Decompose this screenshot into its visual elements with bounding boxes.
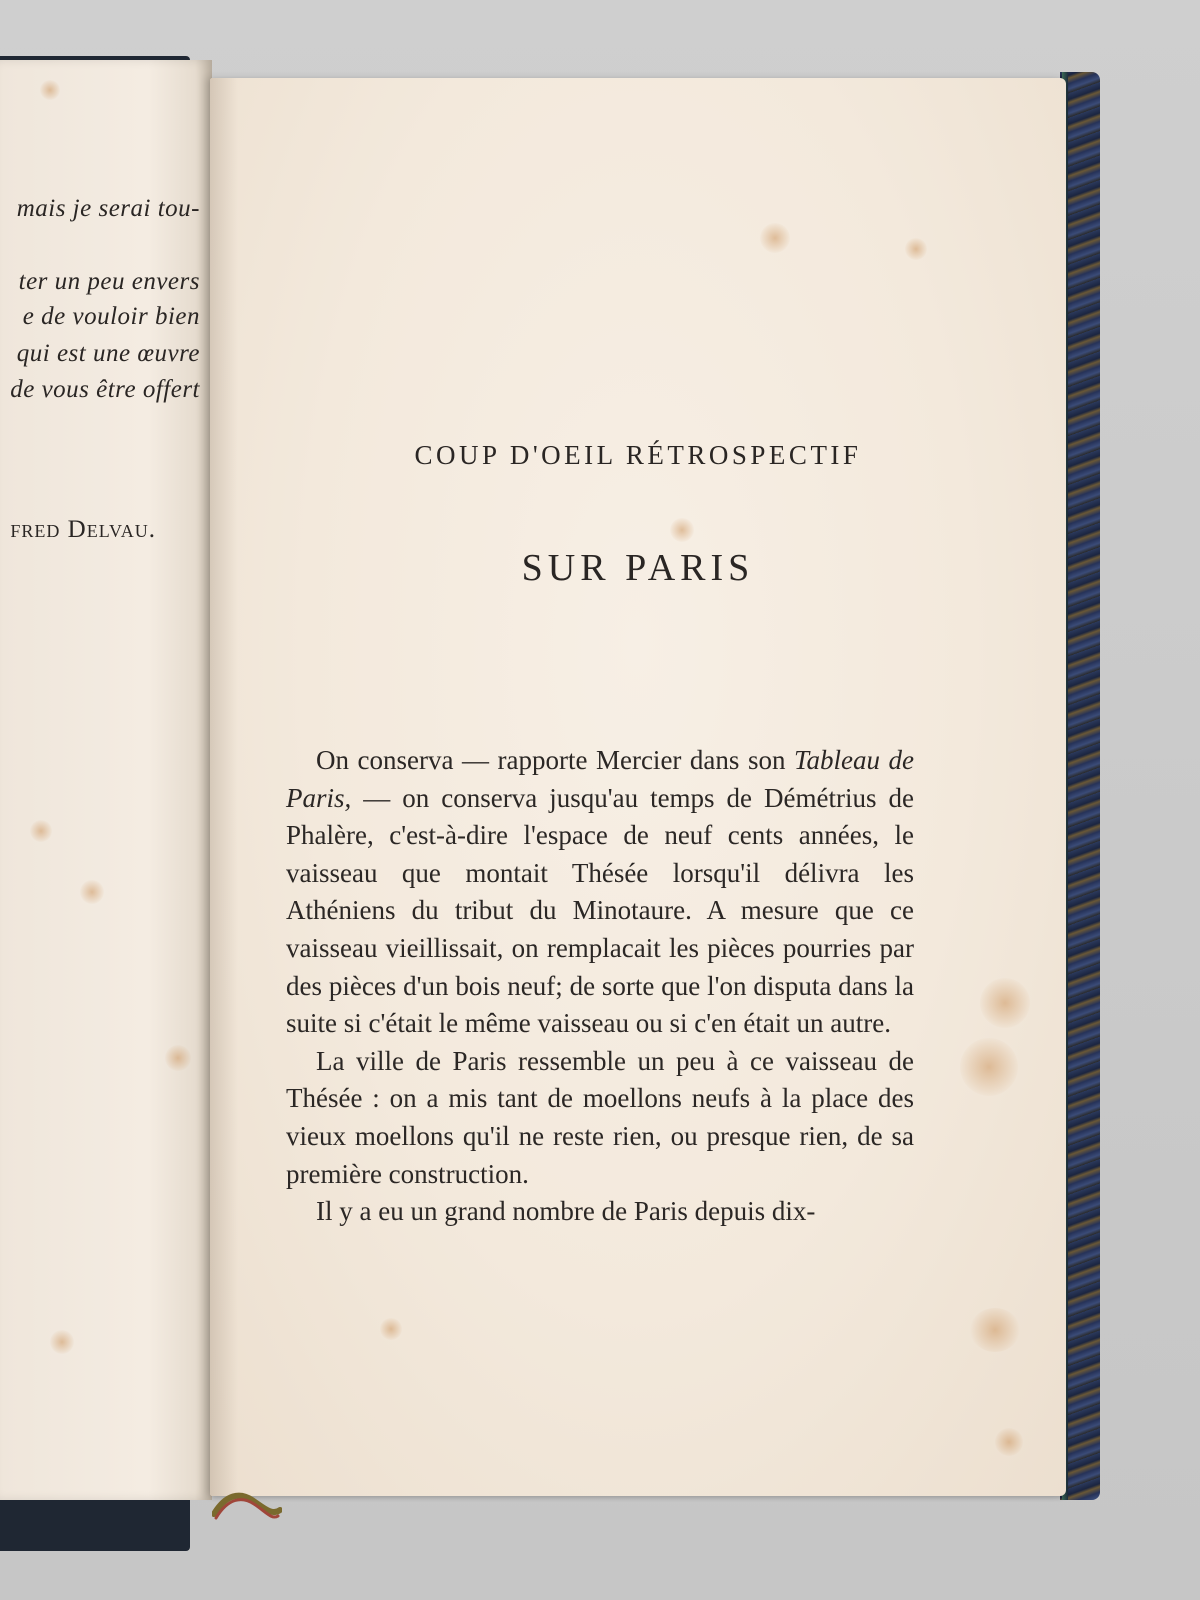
- foxing-spot: [380, 1318, 402, 1340]
- foxing-spot: [980, 978, 1030, 1028]
- chapter-heading-line2: SUR PARIS: [521, 547, 755, 589]
- left-page-line: mais je serai tou-: [16, 195, 200, 222]
- left-page-line: e de vouloir bien: [22, 303, 200, 330]
- foxing-spot: [40, 80, 60, 100]
- foxing-spot: [165, 1045, 191, 1071]
- paragraph-1-part2: — on conserva jusqu'au temps de Démétrius de Phalère, c'est-à-dire l'espace de neuf cents années, le vaisseau que montait Thésée lorsqu'il délivra les Athéniens du tribut du Minotaure. A mesure que ce vaisseau vieillissait, on remplacait les pièces pourries par des pièces d'un bois neuf; de sorte que l'on disputa dans la suite si c'était le même vaisseau ou si c'en était un autre.: [286, 782, 914, 1039]
- body-text: [286, 742, 914, 1231]
- marbled-board-edge: [1060, 72, 1100, 1500]
- paragraph-1-italic-title: Tableau de Paris,: [286, 745, 915, 813]
- foxing-spot: [970, 1308, 1020, 1352]
- left-page-line: qui est une œuvre: [16, 340, 200, 367]
- paragraph-1-part1: On conserva — rapporte Mercier dans son: [316, 745, 786, 775]
- left-page: [0, 60, 212, 1500]
- foxing-spot: [760, 223, 790, 253]
- paragraph-3: Il y a eu un grand nombre de Paris depuis dix-: [316, 1196, 816, 1227]
- left-page-signature: fred Delvau.: [10, 516, 156, 543]
- foxing-spot: [995, 1428, 1023, 1456]
- left-page-line: ter un peu envers: [18, 268, 200, 295]
- right-page: [210, 78, 1066, 1496]
- foxing-spot: [670, 518, 694, 542]
- ribbon-bookmark: [212, 1488, 282, 1528]
- chapter-heading-line1: COUP D'OEIL RÉTROSPECTIF: [414, 440, 862, 470]
- foxing-spot: [80, 880, 104, 904]
- foxing-spot: [50, 1330, 74, 1354]
- foxing-spot: [905, 238, 927, 260]
- paragraph-2: La ville de Paris ressemble un peu à ce vaisseau de Thésée : on a mis tant de moellons neufs à la place des vieux moellons qu'il ne reste rien, ou presque rien, de sa première construction.: [286, 1045, 914, 1189]
- foxing-spot: [960, 1038, 1018, 1096]
- paragraph-1: [286, 742, 914, 1043]
- foxing-spot: [30, 820, 52, 842]
- left-page-line: de vous être offert: [10, 376, 200, 403]
